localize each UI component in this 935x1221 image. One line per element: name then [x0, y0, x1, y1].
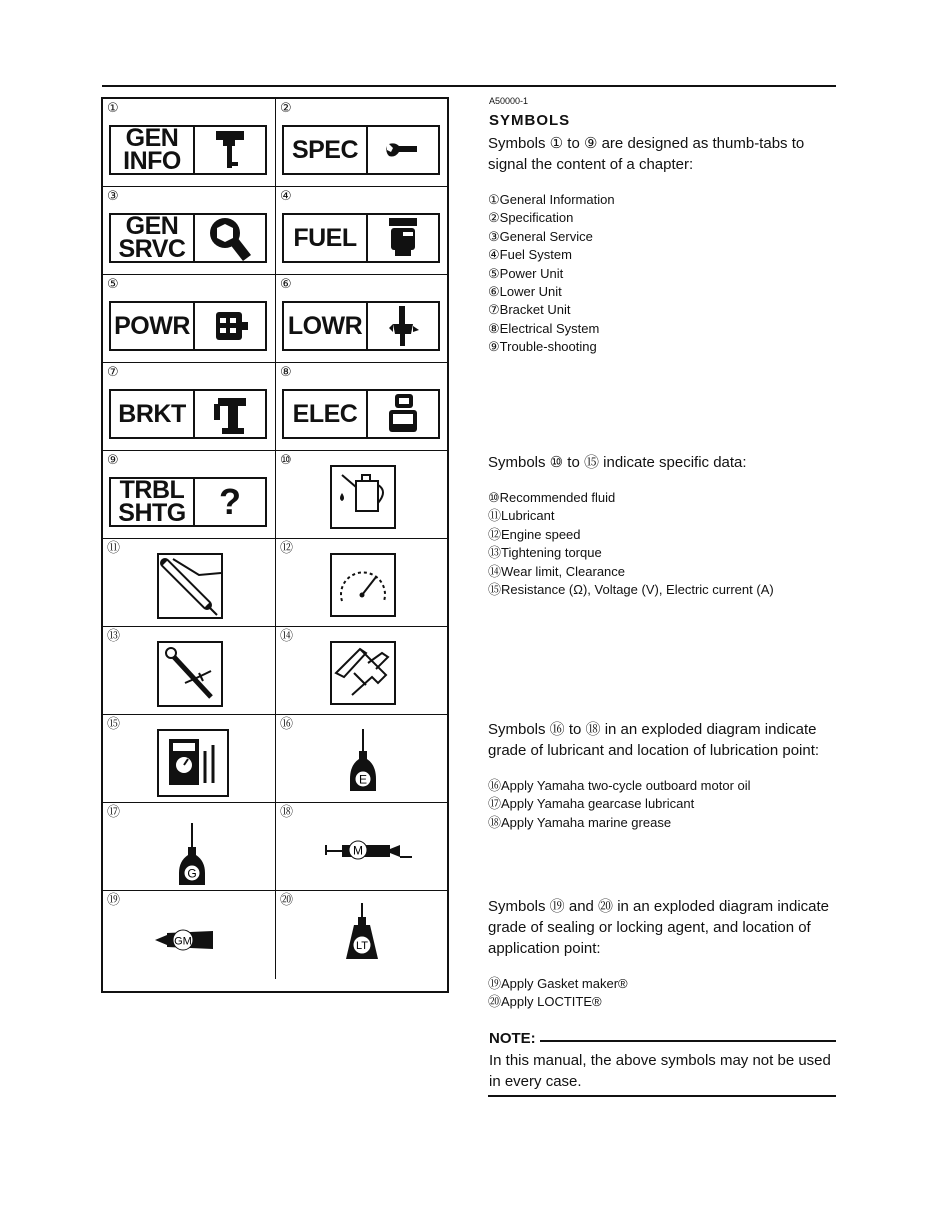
question-mark-icon — [195, 479, 265, 525]
symbol-number: ⑧ — [280, 365, 292, 380]
symbol-cell-19 — [103, 891, 276, 979]
list-item: ⑩Recommended fluid — [488, 490, 616, 505]
thumb-tab-label: TRBL SHTG — [111, 479, 195, 525]
list-item: ⑫Engine speed — [488, 526, 581, 542]
list-item: ⑦Bracket Unit — [488, 302, 571, 318]
symbol-list-1 — [488, 191, 838, 357]
list-item: ⑮Resistance (Ω), Voltage (V), Electric current (A) — [488, 582, 774, 598]
section-specific-data — [488, 452, 838, 599]
symbol-number: ⑫ — [280, 541, 294, 556]
note-label: NOTE: — [489, 1030, 536, 1047]
section-intro: Symbols ① to ⑨ are designed as thumb-tabs to signal the content of a chapter: — [488, 135, 805, 173]
symbol-cell-17 — [103, 803, 276, 891]
list-item: ⑰Apply Yamaha gearcase lubricant — [488, 796, 695, 812]
symbol-cell-15 — [103, 715, 276, 803]
symbol-grid — [101, 97, 449, 993]
symbol-number: ⑥ — [280, 277, 292, 292]
caliper-icon — [330, 641, 396, 705]
list-item: ⑥Lower Unit — [488, 284, 562, 300]
symbol-cell-12 — [276, 539, 449, 627]
thumb-tab-label: ELEC — [284, 391, 368, 437]
thumb-tab-label: SPEC — [284, 127, 368, 173]
thumb-tab-powr — [109, 301, 267, 351]
symbol-cell-20 — [276, 891, 449, 979]
symbol-cell-18 — [276, 803, 449, 891]
symbol-number: ⑳ — [280, 893, 294, 908]
list-item: ②Specification — [488, 210, 574, 226]
symbol-list-4 — [488, 975, 838, 1012]
thumb-tab-label: FUEL — [284, 215, 368, 261]
symbol-number: ⑯ — [280, 717, 294, 732]
lower-unit-icon — [368, 303, 438, 349]
symbol-number: ⑪ — [107, 541, 121, 556]
symbol-cell-5 — [103, 275, 276, 363]
electrical-icon — [368, 391, 438, 437]
gasket-tube-gm-icon — [153, 925, 223, 955]
thumb-tab-spec — [282, 125, 440, 175]
thumb-tab-gen-srvc — [109, 213, 267, 263]
thumb-tab-label: GEN INFO — [111, 127, 195, 173]
section-sealing — [488, 896, 838, 1012]
thumb-tab-label: BRKT — [111, 391, 195, 437]
wrench-spec-icon — [368, 127, 438, 173]
thumb-tab-label: GEN SRVC — [111, 215, 195, 261]
oil-bottle-e-letter: E — [358, 772, 368, 787]
section-heading: SYMBOLS — [489, 112, 571, 129]
list-item: ①General Information — [488, 192, 615, 207]
symbol-cell-10 — [276, 451, 449, 539]
list-item: ⑨Trouble-shooting — [488, 339, 597, 355]
symbol-number: ⑰ — [107, 805, 121, 820]
question-mark-text: ? — [219, 481, 241, 522]
symbol-cell-11 — [103, 539, 276, 627]
thumb-tab-label: LOWR — [284, 303, 368, 349]
symbol-cell-16 — [276, 715, 449, 803]
list-item: ③General Service — [488, 228, 593, 244]
thumb-tab-lowr — [282, 301, 440, 351]
section-intro: Symbols ⑲ and ⑳ in an exploded diagram indicate grade of sealing or locking agent, and location of application point: — [488, 898, 830, 957]
grease-tube-m-letter: M — [353, 843, 363, 858]
list-item: ⑤Power Unit — [488, 265, 564, 281]
list-item: ⑳Apply LOCTITE® — [488, 994, 602, 1010]
note-rule — [540, 1040, 836, 1042]
thumb-tab-label: POWR — [111, 303, 195, 349]
symbol-list-3 — [488, 777, 838, 832]
outboard-motor-icon — [195, 127, 265, 173]
list-item: ⑱Apply Yamaha marine grease — [488, 814, 672, 830]
symbol-number: ⑭ — [280, 629, 294, 644]
top-rule — [102, 85, 836, 87]
symbol-cell-8 — [276, 363, 449, 451]
thumb-tab-fuel — [282, 213, 440, 263]
symbol-cell-6 — [276, 275, 449, 363]
symbol-list-2 — [488, 489, 838, 599]
oil-can-icon — [330, 465, 396, 529]
socket-wrench-icon — [195, 215, 265, 261]
list-item: ⑧Electrical System — [488, 320, 600, 336]
oil-bottle-g-icon — [177, 823, 207, 889]
symbol-number: ⑨ — [107, 453, 119, 468]
bottom-rule — [488, 1095, 836, 1097]
symbol-cell-13 — [103, 627, 276, 715]
symbol-number: ⑮ — [107, 717, 121, 732]
document-code: A50000-1 — [489, 96, 529, 106]
list-item: ⑪Lubricant — [488, 508, 555, 524]
bracket-icon — [195, 391, 265, 437]
section-thumb-tabs — [488, 133, 838, 357]
symbol-number: ⑦ — [107, 365, 119, 380]
symbol-cell-3 — [103, 187, 276, 275]
section-intro: Symbols ⑯ to ⑱ in an exploded diagram indicate grade of lubricant and location of lubrication point: — [488, 721, 820, 759]
loctite-bottle-icon — [344, 903, 380, 965]
power-unit-icon — [195, 303, 265, 349]
symbol-number: ② — [280, 101, 292, 116]
loctite-bottle-letters: LT — [355, 940, 369, 952]
tachometer-icon — [330, 553, 396, 617]
symbol-cell-14 — [276, 627, 449, 715]
section-lubricant — [488, 719, 838, 832]
multimeter-icon — [157, 729, 229, 797]
symbol-number: ⑱ — [280, 805, 294, 820]
symbol-number: ④ — [280, 189, 292, 204]
symbol-number: ⑤ — [107, 277, 119, 292]
fuel-tank-icon — [368, 215, 438, 261]
section-intro: Symbols ⑩ to ⑮ indicate specific data: — [488, 454, 747, 471]
oil-bottle-e-icon — [348, 729, 378, 795]
symbol-number: ⑬ — [107, 629, 121, 644]
grease-tube-m-icon — [324, 833, 414, 867]
oil-bottle-g-letter: G — [187, 866, 197, 881]
list-item: ⑬Tightening torque — [488, 545, 602, 561]
symbol-cell-9 — [103, 451, 276, 539]
symbol-cell-1 — [103, 99, 276, 187]
thumb-tab-brkt — [109, 389, 267, 439]
symbol-cell-2 — [276, 99, 449, 187]
note-text: In this manual, the above symbols may not be used in every case. — [489, 1052, 831, 1090]
symbol-number: ③ — [107, 189, 119, 204]
thumb-tab-gen-info — [109, 125, 267, 175]
thumb-tab-elec — [282, 389, 440, 439]
list-item: ⑯Apply Yamaha two-cycle outboard motor oil — [488, 778, 751, 793]
grease-gun-icon — [157, 553, 223, 619]
symbol-number: ⑲ — [107, 893, 121, 908]
thumb-tab-trbl-shtg — [109, 477, 267, 527]
torque-wrench-icon — [157, 641, 223, 707]
list-item: ④Fuel System — [488, 247, 572, 263]
symbol-cell-4 — [276, 187, 449, 275]
symbol-number: ① — [107, 101, 119, 116]
symbol-number: ⑩ — [280, 453, 292, 468]
list-item: ⑭Wear limit, Clearance — [488, 563, 626, 579]
symbol-cell-7 — [103, 363, 276, 451]
gasket-tube-gm-letters: GM — [174, 935, 192, 948]
list-item: ⑲Apply Gasket maker® — [488, 976, 628, 991]
